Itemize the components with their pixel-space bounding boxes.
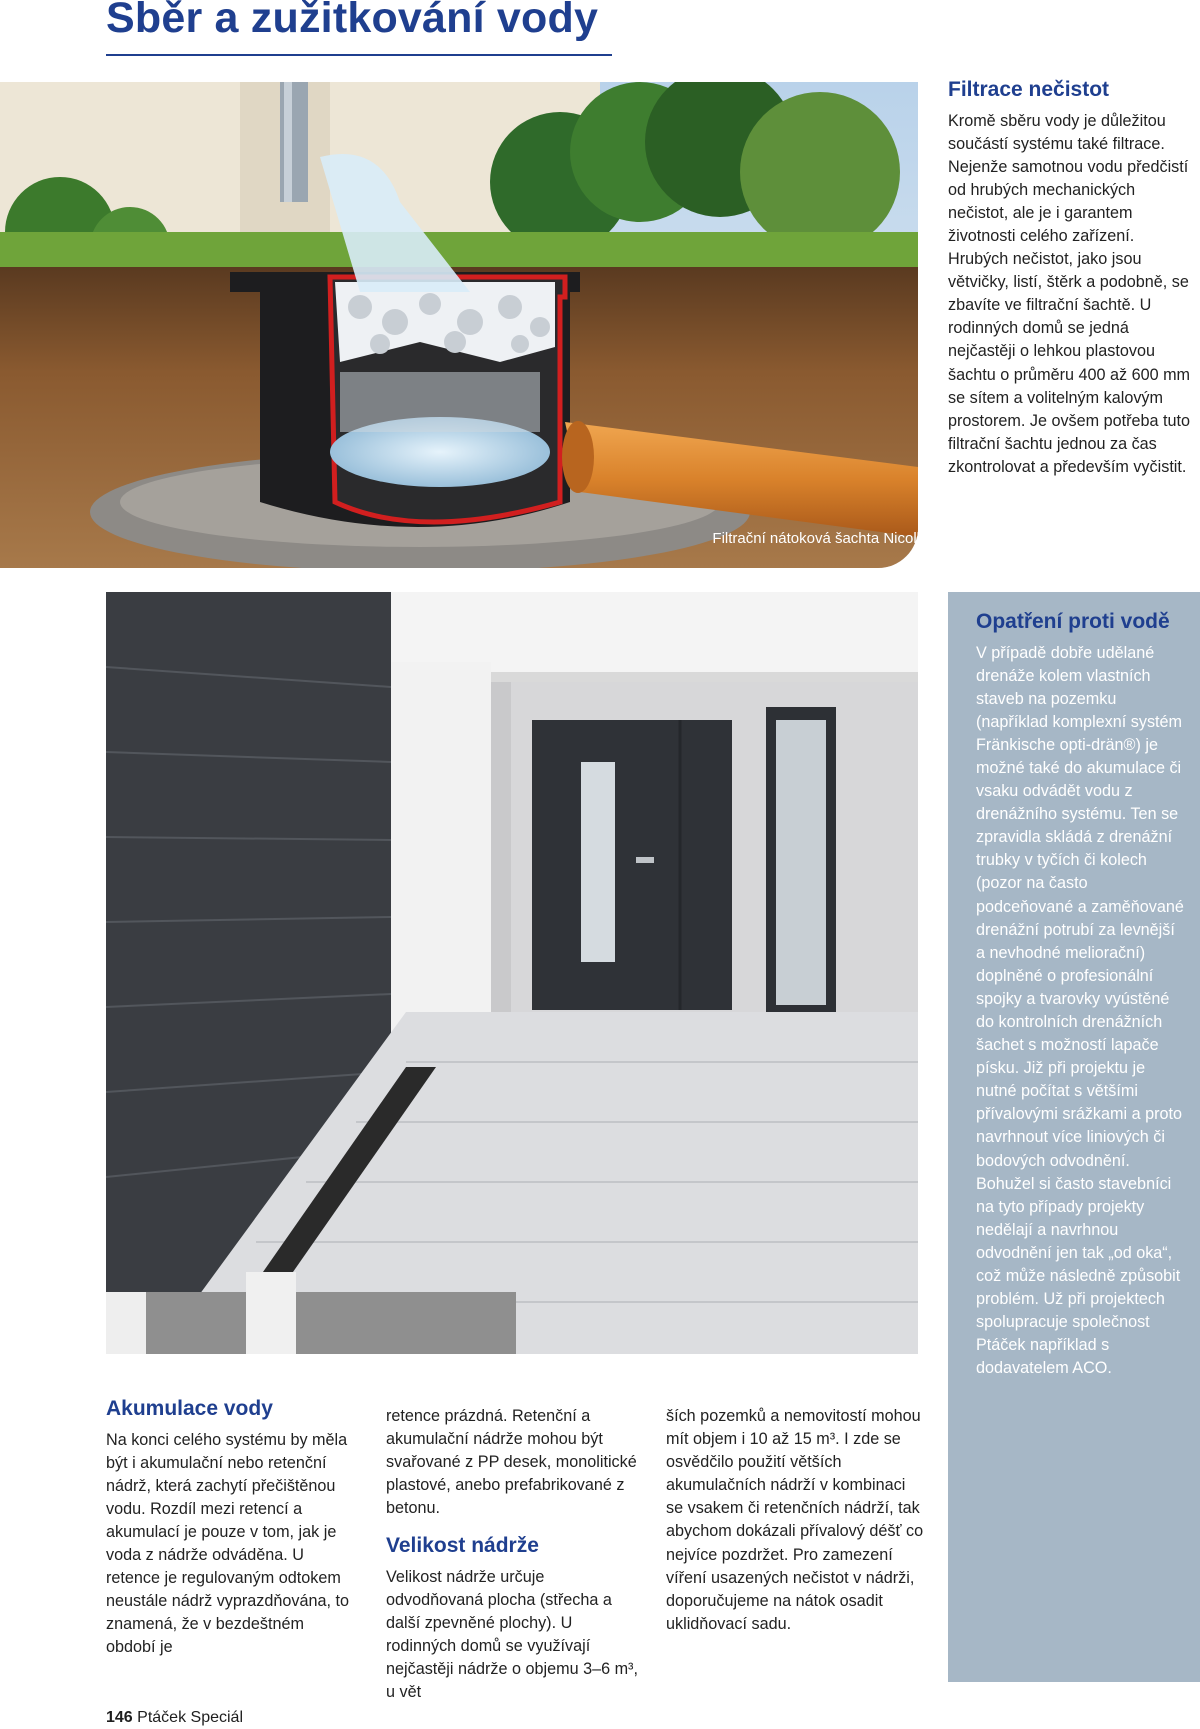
title-rule (106, 54, 612, 56)
garage-entrance-illustration (106, 592, 918, 1354)
photo-caption: Filtrační nátoková šachta Nicoll (712, 530, 920, 547)
column2-text: retence prázdná. Retenční a akumulační nádrže mohou být svařované z PP desek, monolitické plastové, anebo prefabrikované z betonu. (386, 1407, 637, 1518)
filtrace-text: Kromě sběru vody je důležitou součástí systému také filtrace. Nejenže samotnou vodu předčistí od hrubých mechanických nečistot, ale je i garantem životnosti celého zařízení. Hrubých nečistot, jako jsou větvičky, listí, štěrk a podobně, se zbavíte ve filtrační šachtě. U rodinných domů se jedná nejčastěji o lehkou plastovou šachtu o průměru 400 až 600 mm se sítem a volitelným kalovým prostorem. Je ovšem potřeba tuto filtrační šachtu jednou za čas zkontrolovat a především vyčistit. (948, 111, 1191, 476)
akumulace-text: Na konci celého systému by měla být i akumulační nebo retenční nádrž, která zachytí přečištěnou vodu. Rozdíl mezi retencí a akumulací je pouze v tom, jak je voda z nádrže odváděna. U retence je regulovaným odtokem neustále nádrž vyprazdňována, to znamená, že v bezdeštném období je (106, 1430, 349, 1657)
photo-filtration-shaft (0, 82, 918, 568)
photo-garage-entrance (106, 592, 918, 1354)
filtrace-section (948, 78, 1194, 479)
opatreni-section (976, 610, 1186, 1381)
column3-text: ších pozemků a nemovitostí mohou mít objem i 10 až 15 m³. I zde se osvědčilo použití větších akumulačních nádrží v kombinaci se vsakem či retenčních nádrží, tak abychom dokázali přívalový déšť co nejvíce pozdržet. Pro zamezení víření usazených nečistot v nádrži, doporučujeme na nátok osadit uklidňovací sadu. (666, 1407, 924, 1633)
column-3 (666, 1405, 924, 1636)
akumulace-title: Akumulace vody (106, 1397, 273, 1420)
column-2 (386, 1405, 644, 1705)
akumulace-section (106, 1397, 354, 1659)
opatreni-title: Opatření proti vodě (976, 610, 1170, 633)
filtration-shaft-illustration (0, 82, 918, 568)
page-title: Sběr a zužitkování vody (106, 0, 599, 42)
filtrace-title: Filtrace nečistot (948, 78, 1110, 101)
opatreni-text: V případě dobře udělané drenáže kolem vlastních staveb na pozemku (například komplexní systém Fränkische opti-drän®) je možné také do akumulace či vsaku odvádět vodu z drenážního systému. Ten se zpravidla skládá z drenážní trubky v tyčích či kolech (pozor na často podceňované a zaměňované drenážní potrubí za levnější a nevhodné meliorační) doplněné o profesionální spojky a tvarovky vyústěné do kontrolních drenážních šachet s možností lapače písku. Již při projektu je nutné počítat s většími přívalovými srážkami a proto navrhnout více liniových či bodových odvodnění. Bohužel si často stavebníci na tyto případy projekty nedělají a navrhnou odvodnění jen tak „od oka“, což může následně způsobit problém. Už při projektech spolupracuje společnost Ptáček například s dodavatelem ACO. (976, 643, 1184, 1378)
velikost-text: Velikost nádrže určuje odvodňovaná plocha (střecha a další zpevněné plochy). U rodinných domů se využívají nejčastěji nádrže o objemu 3–6 m³, u vět (386, 1567, 638, 1702)
velikost-title: Velikost nádrže (386, 1534, 539, 1558)
page-number: 146 (106, 1709, 133, 1726)
page-footer (106, 1709, 243, 1727)
publication-name: Ptáček Speciál (137, 1709, 243, 1726)
